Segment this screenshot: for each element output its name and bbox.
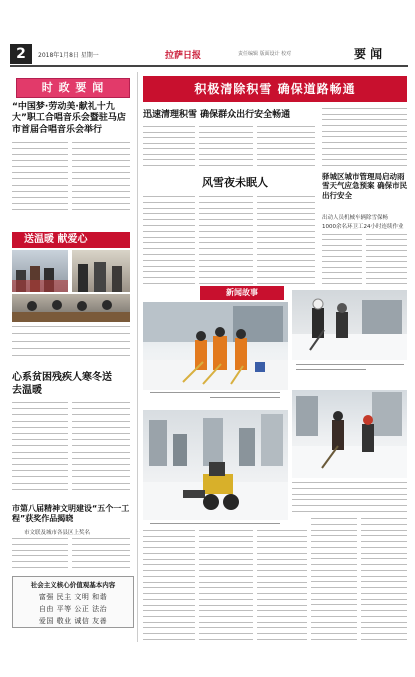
photo-caption-3 xyxy=(150,523,280,524)
values-line-3: 爱国 敬业 诚信 友善 xyxy=(38,617,108,625)
values-box-title: 社会主义核心价值观基本内容 xyxy=(30,581,116,589)
headline-right-sub2: 1000余名环卫工24小时连续作业 xyxy=(322,224,404,230)
text-left3b xyxy=(72,538,130,568)
masthead xyxy=(10,44,408,68)
photo-caption-1b xyxy=(210,397,280,398)
text-center-top-a xyxy=(143,126,195,166)
paper-name: 拉萨日报 xyxy=(165,51,202,61)
photo-caption-2b xyxy=(296,369,366,370)
text-bottom-b xyxy=(199,530,253,640)
text-left2a xyxy=(12,402,68,490)
values-box xyxy=(12,576,134,628)
photo-meeting xyxy=(12,294,130,322)
text-left1a xyxy=(12,142,68,210)
headline-right-main: 驿城区城市管理局启动雨雪天气应急预案 确保市民出行安全 xyxy=(322,172,408,200)
text-bottom-d xyxy=(311,518,357,640)
values-line-1: 富强 民主 文明 和谐 xyxy=(38,593,108,601)
photo-caption-2 xyxy=(296,364,404,365)
text-center-top-b xyxy=(199,126,253,166)
news-story-label: 新闻故事 xyxy=(226,288,258,297)
text-story-c xyxy=(257,196,315,284)
text-right-main-b xyxy=(366,234,407,284)
text-right-top xyxy=(322,108,407,166)
photo-worker-shoveling xyxy=(292,290,407,360)
values-line-2: 自由 平等 公正 法治 xyxy=(38,605,108,613)
text-left2b xyxy=(72,402,130,490)
headline-left3-sub: 市文联及城市各县区上奖名 xyxy=(24,530,91,536)
photo-section-banner xyxy=(12,232,130,248)
text-center-top-c xyxy=(257,126,315,166)
headline-left1: “中国梦·劳动美·献礼十九大”职工合唱音乐会暨驻马店市首届合唱音乐会举行 xyxy=(12,102,126,135)
headline-left3: 市第八届精神文明建设“五个一工程”获奖作品揭晓 xyxy=(12,504,130,523)
headline-center-story: 风雪夜未眠人 xyxy=(202,176,268,189)
headline-left2: 心系贫困残疾人寒冬送去温暖 xyxy=(12,372,112,396)
text-bottom-e xyxy=(361,518,407,640)
text-right-main-a xyxy=(322,234,362,284)
photo-sweeper xyxy=(292,390,407,478)
text-left3a xyxy=(12,538,68,568)
top-banner xyxy=(143,76,407,102)
photo-caption-1 xyxy=(150,392,280,393)
photo-visit xyxy=(72,250,130,292)
headline-center-top: 迅速清理积雪 确保群众出行安全畅通 xyxy=(143,110,291,120)
photo-section-label: 送温暖 献爱心 xyxy=(24,234,88,245)
section-title: 要 闻 xyxy=(354,47,383,61)
page-number: 2 xyxy=(10,44,32,64)
text-bottom-a xyxy=(143,530,195,640)
date-line: 2018年1月8日 星期一 xyxy=(38,52,99,59)
photo-bulldozer xyxy=(143,410,288,520)
text-story-a xyxy=(143,196,195,284)
top-banner-label: 积极清除积雪 确保道路畅通 xyxy=(194,82,356,96)
left-banner-label: 时 政 要 闻 xyxy=(41,81,105,94)
headline-right-sub: 出动人员机械车辆除雪保畅 xyxy=(322,215,389,221)
small-info: 责任编辑 版面设计 校对 xyxy=(238,51,292,57)
text-bottom-c xyxy=(257,530,307,640)
photo-snow-clearing xyxy=(143,302,288,390)
text-left1b xyxy=(72,142,130,210)
left-banner xyxy=(16,78,130,98)
photo-caption-4 xyxy=(292,482,407,512)
news-story-bar xyxy=(200,286,284,300)
photo-caption-left xyxy=(12,326,130,356)
column-divider xyxy=(137,72,138,642)
masthead-rule xyxy=(10,65,408,67)
text-story-b xyxy=(199,196,253,284)
photo-donation xyxy=(12,250,68,292)
